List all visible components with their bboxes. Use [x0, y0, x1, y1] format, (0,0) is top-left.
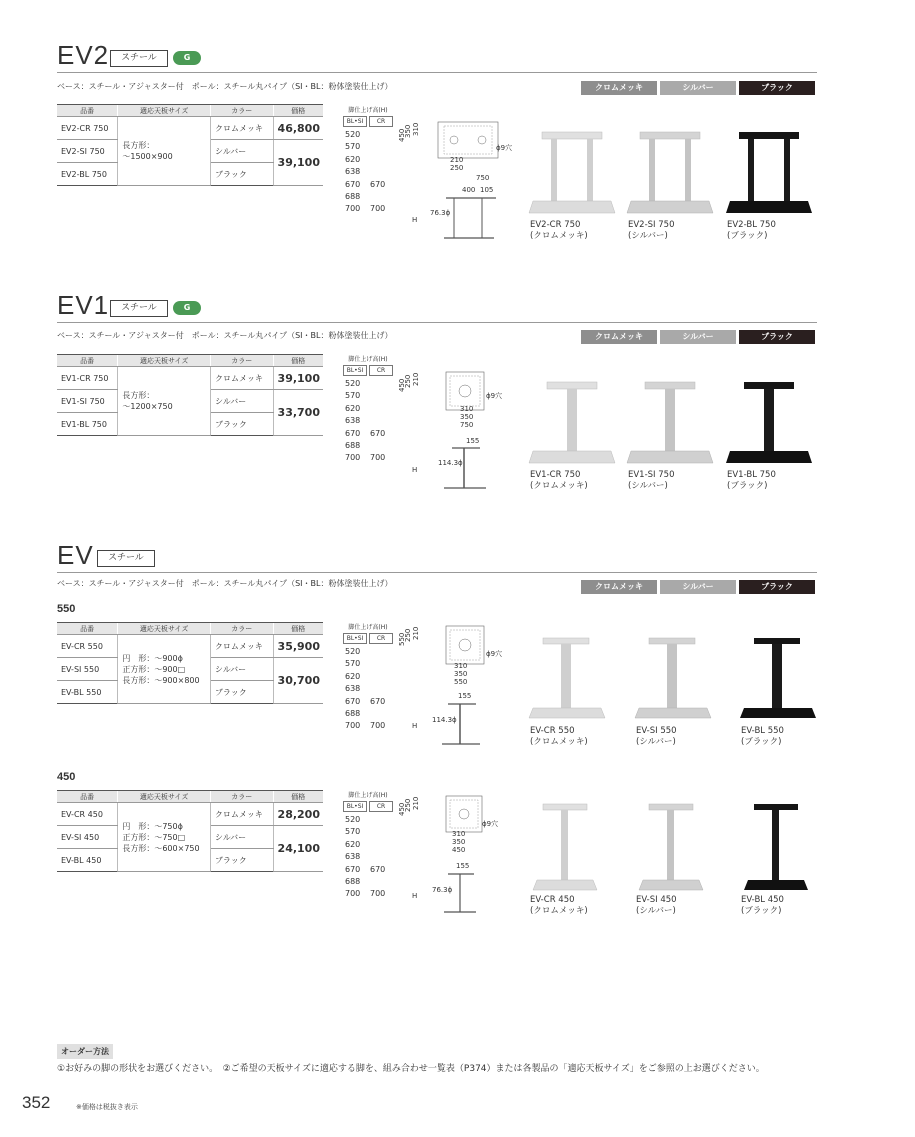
height-value: [368, 671, 393, 683]
th-color: カラー: [211, 105, 274, 117]
spec-text: ベース：スチール・アジャスター付 ポール：スチール丸パイプ（SI・BL：粉体塗装仕上げ）: [57, 331, 393, 340]
height-value: [368, 839, 393, 851]
dim-w4: 155: [466, 437, 480, 445]
spec-text: ベース：スチール・アジャスター付 ポール：スチール丸パイプ（SI・BL：粉体塗装仕上げ）: [57, 82, 393, 91]
height-value: 670: [370, 428, 386, 438]
height-value: 670: [345, 864, 361, 874]
height-value: 700: [345, 453, 361, 463]
price-cell: 33,700: [273, 390, 323, 436]
dim-h: H: [412, 892, 418, 900]
caption-code: EV-SI 550: [636, 726, 677, 736]
product-caption: [727, 220, 776, 242]
th-price: 価格: [273, 105, 323, 117]
height-box: [343, 790, 393, 901]
product-caption: [530, 895, 588, 917]
price-cell: 30,700: [273, 658, 323, 704]
product-caption: [741, 726, 784, 748]
price-cell: 28,200: [273, 803, 323, 826]
divider: [57, 72, 817, 73]
price-table: [57, 790, 323, 872]
dim-hole: ϕ9穴: [486, 392, 503, 400]
color-legend: [581, 81, 815, 95]
size-line: ～1500×900: [122, 152, 173, 161]
height-box: [343, 354, 393, 465]
caption-code: EV-BL 450: [741, 895, 784, 905]
color-chip-silver: シルバー: [660, 330, 736, 344]
height-value: 688: [345, 876, 361, 886]
color-chip-silver: シルバー: [660, 81, 736, 95]
dim-pipe: 114.3ϕ: [438, 459, 463, 467]
product-image-silver: [625, 378, 715, 468]
height-col-cr: CR: [369, 365, 393, 376]
dim-d3: 210: [412, 796, 420, 810]
dim-w2: 350: [452, 838, 466, 846]
dim-h: H: [412, 466, 418, 474]
product-code: EV-CR 550: [57, 635, 118, 658]
th-code: 品番: [57, 105, 118, 117]
height-value: [368, 141, 393, 153]
price-cell: 24,100: [273, 826, 323, 872]
product-code: EV-BL 550: [57, 681, 118, 704]
dim-pipe: 76.3ϕ: [430, 209, 451, 217]
th-color: カラー: [210, 791, 273, 803]
height-value: 700: [345, 889, 361, 899]
dim-d2: 250: [404, 374, 412, 388]
product-image-silver: [625, 128, 715, 218]
height-box: [343, 105, 393, 216]
height-value: [368, 403, 393, 415]
height-col-cr: CR: [369, 116, 393, 127]
color-cell: ブラック: [211, 163, 274, 186]
dim-h: H: [412, 722, 418, 730]
height-value: 520: [345, 130, 361, 139]
height-value: 670: [370, 696, 386, 706]
dim-d1: 450: [398, 378, 406, 392]
dim-d3: 210: [412, 372, 420, 386]
th-size: 適応天板サイズ: [118, 623, 211, 635]
th-size: 適応天板サイズ: [118, 105, 211, 117]
product-caption: [741, 895, 784, 917]
product-caption: [636, 726, 677, 748]
height-value: 670: [370, 179, 386, 189]
color-cell: ブラック: [211, 413, 274, 436]
height-value: 570: [345, 659, 361, 669]
product-code: EV-BL 450: [57, 849, 118, 872]
dimension-drawing: [398, 368, 520, 493]
material-badge: スチール: [97, 550, 155, 567]
color-chip-black: ブラック: [739, 330, 815, 344]
subsection-label-450: 450: [57, 771, 76, 783]
dim-w4: 155: [456, 862, 470, 870]
product-code: EV1-CR 750: [57, 367, 118, 390]
height-value: [368, 390, 393, 402]
th-code: 品番: [57, 623, 118, 635]
dim-pipe: 76.3ϕ: [432, 886, 453, 894]
height-col-blsi: BL•SI: [343, 365, 367, 376]
top-plate-outline: [438, 122, 498, 158]
caption-code: EV-BL 550: [741, 726, 784, 736]
dim-d1: 450: [398, 128, 406, 142]
height-col-blsi: BL•SI: [343, 801, 367, 812]
height-value: 670: [345, 696, 361, 706]
th-color: カラー: [211, 355, 274, 367]
th-color: カラー: [210, 623, 273, 635]
product-caption: [530, 726, 588, 748]
order-method-text: ①お好みの脚の形状をお選びください。 ②ご希望の天板サイズに適応する脚を、組み合わせ一覧表（P374）または各製品の「適応天板サイズ」をご参照の上お選びください。: [57, 1064, 765, 1074]
height-value: [368, 378, 393, 390]
caption-color: (シルバー): [628, 481, 668, 491]
dim-d1: 550: [398, 632, 406, 646]
height-col-cr: CR: [369, 633, 393, 644]
caption-color: (クロムメッキ): [530, 737, 588, 747]
color-cell: クロムメッキ: [211, 117, 274, 140]
price-table: [57, 354, 323, 436]
dim-hole: ϕ9穴: [496, 144, 513, 152]
caption-code: EV2-BL 750: [727, 220, 776, 230]
height-value: 670: [345, 179, 361, 189]
height-value: 688: [345, 708, 361, 718]
height-value: [368, 166, 393, 178]
caption-code: EV2-SI 750: [628, 220, 675, 230]
height-value: 688: [345, 440, 361, 450]
caption-color: (クロムメッキ): [530, 231, 588, 241]
caption-color: (ブラック): [727, 481, 768, 491]
height-value: [368, 876, 393, 888]
dim-w3: 750: [476, 174, 490, 182]
size-line: 円 形：～900ϕ: [122, 653, 183, 663]
price-cell: 39,100: [273, 140, 323, 186]
height-value: 570: [345, 827, 361, 837]
product-code: EV1-BL 750: [57, 413, 118, 436]
color-cell: シルバー: [211, 140, 274, 163]
th-price: 価格: [273, 355, 323, 367]
th-code: 品番: [57, 791, 118, 803]
caption-color: (シルバー): [636, 906, 676, 916]
divider: [57, 572, 817, 573]
color-cell: クロムメッキ: [210, 803, 273, 826]
size-line: ～1200×750: [122, 402, 173, 411]
product-caption: [530, 220, 588, 242]
dimension-drawing: [398, 118, 520, 248]
color-chip-chrome: クロムメッキ: [581, 81, 657, 95]
table-row: [57, 117, 323, 140]
table-row: [57, 803, 323, 826]
color-chip-chrome: クロムメッキ: [581, 580, 657, 594]
height-value: 620: [345, 671, 361, 681]
th-price: 価格: [273, 791, 323, 803]
height-value: 638: [345, 416, 361, 426]
size-cell: [118, 803, 211, 872]
section-title-ev: EV: [57, 540, 94, 570]
product-image-chrome: [527, 128, 617, 218]
product-caption: [636, 895, 677, 917]
dim-d1: 450: [398, 802, 406, 816]
dim-h: H: [412, 216, 418, 224]
color-cell: シルバー: [210, 826, 273, 849]
product-code: EV2-BL 750: [57, 163, 118, 186]
height-value: 570: [345, 391, 361, 401]
product-image-black: [738, 634, 818, 724]
th-code: 品番: [57, 355, 118, 367]
height-value: [368, 826, 393, 838]
caption-code: EV-CR 450: [530, 895, 575, 905]
table-row: [57, 635, 323, 658]
caption-code: EV1-SI 750: [628, 470, 675, 480]
caption-color: (ブラック): [727, 231, 768, 241]
size-line: 正方形：～900□: [122, 664, 186, 674]
dimension-drawing: [398, 622, 520, 747]
product-code: EV2-CR 750: [57, 117, 118, 140]
spec-text: ベース：スチール・アジャスター付 ポール：スチール丸パイプ（SI・BL：粉体塗装仕上げ）: [57, 579, 393, 588]
product-image-chrome: [527, 378, 617, 468]
product-image-black: [724, 128, 814, 218]
caption-color: (ブラック): [741, 737, 782, 747]
size-cell: [118, 635, 211, 704]
dim-w3: 750: [460, 421, 474, 429]
caption-code: EV-SI 450: [636, 895, 677, 905]
dim-w4: 400: [462, 186, 476, 194]
dim-w1: 310: [452, 830, 466, 838]
dim-w4: 155: [458, 692, 472, 700]
color-cell: クロムメッキ: [211, 367, 274, 390]
page-number: 352: [22, 1093, 51, 1112]
height-value: [368, 646, 393, 658]
caption-code: EV1-BL 750: [727, 470, 776, 480]
th-size: 適応天板サイズ: [118, 791, 211, 803]
order-method-label: オーダー方法: [57, 1044, 113, 1059]
height-value: [368, 814, 393, 826]
pipe-circle: [478, 136, 486, 144]
product-caption: [727, 470, 776, 492]
dim-d2: 250: [404, 798, 412, 812]
color-chip-black: ブラック: [739, 580, 815, 594]
height-value: 670: [345, 428, 361, 438]
size-cell: [118, 367, 211, 436]
color-cell: ブラック: [210, 681, 273, 704]
caption-color: (クロムメッキ): [530, 481, 588, 491]
height-col-blsi: BL•SI: [343, 116, 367, 127]
height-value: 638: [345, 852, 361, 862]
dim-w1: 310: [460, 405, 474, 413]
height-col-cr: CR: [369, 801, 393, 812]
color-chip-silver: シルバー: [660, 580, 736, 594]
height-value: 700: [345, 204, 361, 214]
height-value: 670: [370, 864, 386, 874]
caption-code: EV-CR 550: [530, 726, 575, 736]
height-value: [368, 440, 393, 452]
price-table: [57, 104, 323, 186]
section-title-ev1: EV1: [57, 290, 110, 320]
product-image-black: [738, 800, 818, 895]
size-line: 円 形：～750ϕ: [122, 821, 183, 831]
height-value: 688: [345, 191, 361, 201]
dim-d3: 210: [412, 626, 420, 640]
color-cell: シルバー: [210, 658, 273, 681]
section-title-ev2: EV2: [57, 40, 110, 70]
size-line: 正方形：～750□: [122, 832, 186, 842]
height-value: 520: [345, 379, 361, 388]
dim-w5: 105: [480, 186, 494, 194]
height-value: 700: [370, 721, 386, 731]
product-image-silver: [633, 800, 713, 895]
height-value: 638: [345, 684, 361, 694]
dim-d2: 350: [404, 124, 412, 138]
product-caption: [530, 470, 588, 492]
material-badge: スチール: [110, 50, 168, 67]
height-box: [343, 622, 393, 733]
height-value: [368, 191, 393, 203]
caption-color: (シルバー): [636, 737, 676, 747]
caption-code: EV2-CR 750: [530, 220, 581, 230]
height-value: 520: [345, 647, 361, 656]
height-value: [368, 129, 393, 141]
color-cell: クロムメッキ: [210, 635, 273, 658]
tax-note: ※価格は税抜き表示: [76, 1103, 138, 1111]
height-header: 脚仕上げ高(H): [348, 356, 388, 363]
height-value: 700: [370, 453, 386, 463]
price-cell: 39,100: [273, 367, 323, 390]
dimension-drawing: [398, 792, 520, 917]
price-table: [57, 622, 323, 704]
color-cell: シルバー: [211, 390, 274, 413]
product-code: EV-SI 450: [57, 826, 118, 849]
product-code: EV1-SI 750: [57, 390, 118, 413]
material-badge: スチール: [110, 300, 168, 317]
subsection-label-550: 550: [57, 603, 76, 615]
height-value: 570: [345, 142, 361, 152]
color-chip-black: ブラック: [739, 81, 815, 95]
dim-w2: 350: [454, 670, 468, 678]
height-value: [368, 683, 393, 695]
th-size: 適応天板サイズ: [118, 355, 211, 367]
height-value: 520: [345, 815, 361, 824]
size-line: 長方形：: [122, 141, 155, 150]
size-line: 長方形：: [122, 391, 155, 400]
height-value: 700: [370, 204, 386, 214]
hole-pattern: [444, 126, 492, 154]
color-cell: ブラック: [210, 849, 273, 872]
green-mark-icon: G: [173, 301, 201, 315]
height-value: 638: [345, 167, 361, 177]
caption-code: EV1-CR 750: [530, 470, 581, 480]
dim-w3: 450: [452, 846, 466, 854]
product-code: EV-SI 550: [57, 658, 118, 681]
height-value: [368, 851, 393, 863]
size-cell: [118, 117, 211, 186]
caption-color: (シルバー): [628, 231, 668, 241]
dim-w3: 550: [454, 678, 468, 686]
height-value: [368, 708, 393, 720]
height-value: 700: [345, 721, 361, 731]
height-header: 脚仕上げ高(H): [348, 624, 388, 631]
product-caption: [628, 220, 675, 242]
height-value: 700: [370, 889, 386, 899]
product-caption: [628, 470, 675, 492]
height-header: 脚仕上げ高(H): [348, 792, 388, 799]
product-image-chrome: [527, 634, 607, 724]
caption-color: (クロムメッキ): [530, 906, 588, 916]
height-header: 脚仕上げ高(H): [348, 107, 388, 114]
color-legend: [581, 580, 815, 594]
height-value: 620: [345, 154, 361, 164]
product-image-silver: [633, 634, 713, 724]
dim-w2: 250: [450, 164, 464, 172]
table-row: [57, 367, 323, 390]
height-value: 620: [345, 839, 361, 849]
pipe-circle: [450, 136, 458, 144]
height-value: 620: [345, 403, 361, 413]
height-col-blsi: BL•SI: [343, 633, 367, 644]
dim-hole: ϕ9穴: [486, 650, 503, 658]
product-code: EV-CR 450: [57, 803, 118, 826]
caption-color: (ブラック): [741, 906, 782, 916]
color-legend: [581, 330, 815, 344]
dim-w1: 210: [450, 156, 464, 164]
product-image-black: [724, 378, 814, 468]
product-image-chrome: [527, 800, 607, 895]
dim-d3: 310: [412, 122, 420, 136]
dim-w1: 310: [454, 662, 468, 670]
size-line: 長方形：～900×800: [122, 675, 200, 685]
dim-pipe: 114.3ϕ: [432, 716, 457, 724]
dim-hole: ϕ9穴: [482, 820, 499, 828]
dim-w2: 350: [460, 413, 474, 421]
divider: [57, 322, 817, 323]
price-cell: 35,900: [273, 635, 323, 658]
green-mark-icon: G: [173, 51, 201, 65]
color-chip-chrome: クロムメッキ: [581, 330, 657, 344]
price-cell: 46,800: [273, 117, 323, 140]
height-value: [368, 415, 393, 427]
th-price: 価格: [273, 623, 323, 635]
size-line: 長方形：～600×750: [122, 843, 200, 853]
height-value: [368, 154, 393, 166]
product-code: EV2-SI 750: [57, 140, 118, 163]
dim-d2: 250: [404, 628, 412, 642]
height-value: [368, 658, 393, 670]
